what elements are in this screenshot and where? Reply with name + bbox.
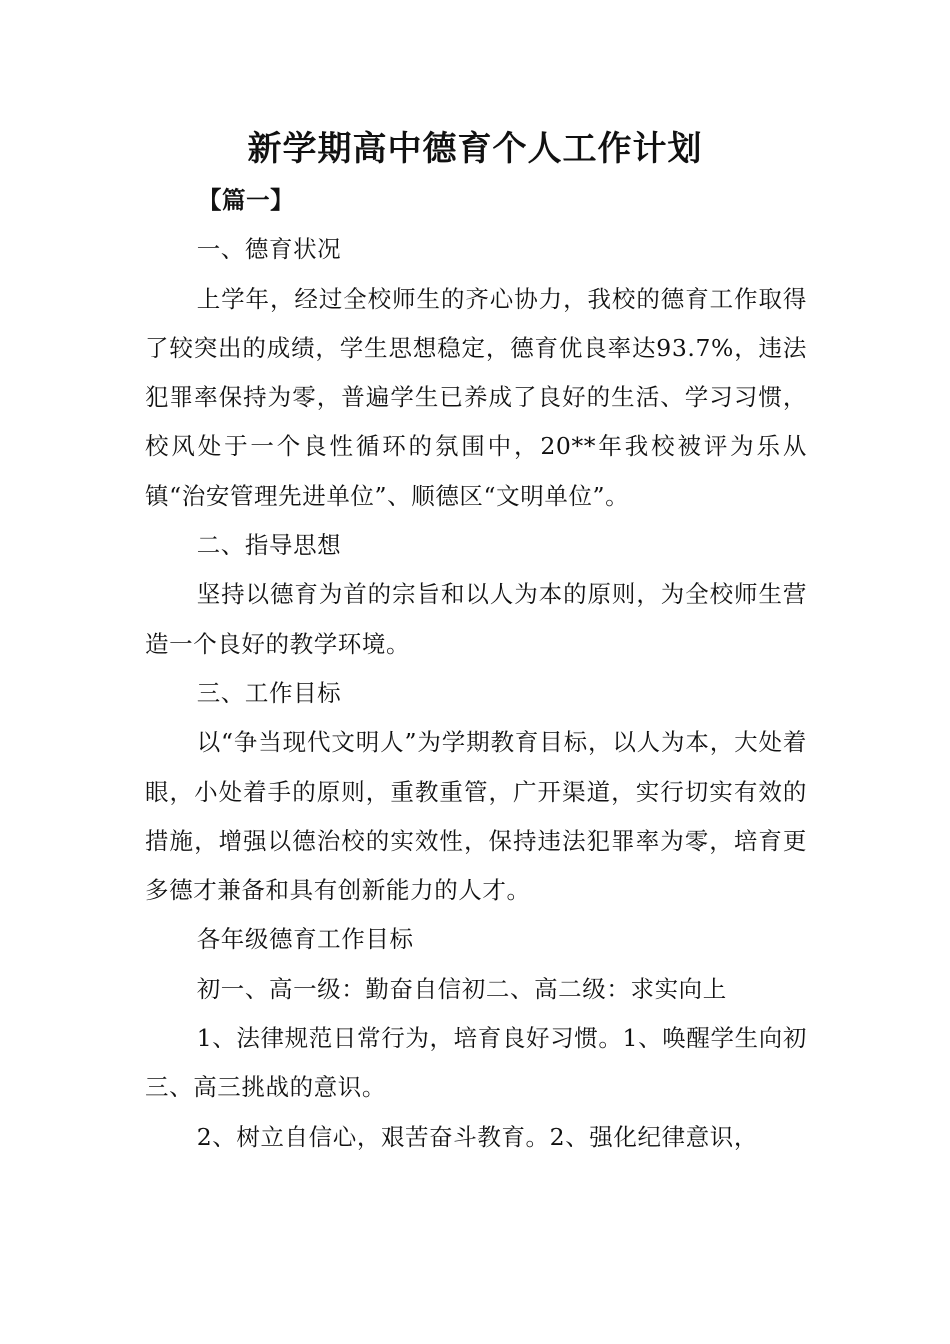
paragraph-work-goals: 以“争当现代文明人”为学期教育目标，以人为本，大处着眼，小处着手的原则，重教重管，广开渠道，实行切实有效的措施，增强以德治校的实效性，保持违法犯罪率为零，培育更多德才兼备和具有创新能力的人才。 — [145, 728, 807, 905]
paragraph-goal-item-2: 2、树立自信心，艰苦奋斗教育。2、强化纪律意识， — [196, 1122, 758, 1151]
section-heading-2: 二、指导思想 — [196, 531, 342, 560]
section-heading-3: 三、工作目标 — [196, 678, 342, 707]
document-body — [145, 176, 807, 1162]
document-title: 新学期高中德育个人工作计划 — [247, 129, 703, 169]
section-heading-1: 一、德育状况 — [196, 235, 342, 264]
section-tag: 【篇一】 — [197, 186, 295, 214]
paragraph-guiding-ideology: 坚持以德育为首的宗旨和以人为本的原则，为全校师生营造一个良好的教学环境。 — [145, 580, 807, 658]
subheading-grade-goals: 各年级德育工作目标 — [196, 925, 414, 954]
paragraph-goal-item-1: 1、法律规范日常行为，培育良好习惯。1、唤醒学生向初三、高三挑战的意识。 — [145, 1024, 807, 1102]
paragraph-moral-status: 上学年，经过全校师生的齐心协力，我校的德育工作取得了较突出的成绩，学生思想稳定，德育优良率达93.7%，违法犯罪率保持为零，普遍学生已养成了良好的生活、学习习惯，校风处于一个良性循环的氛围中，20**年我校被评为乐从镇“治安管理先进单位”、顺德区“文明单位”。 — [145, 284, 807, 510]
paragraph-grade-themes: 初一、高一级：勤奋自信初二、高二级：求实向上 — [196, 974, 727, 1003]
